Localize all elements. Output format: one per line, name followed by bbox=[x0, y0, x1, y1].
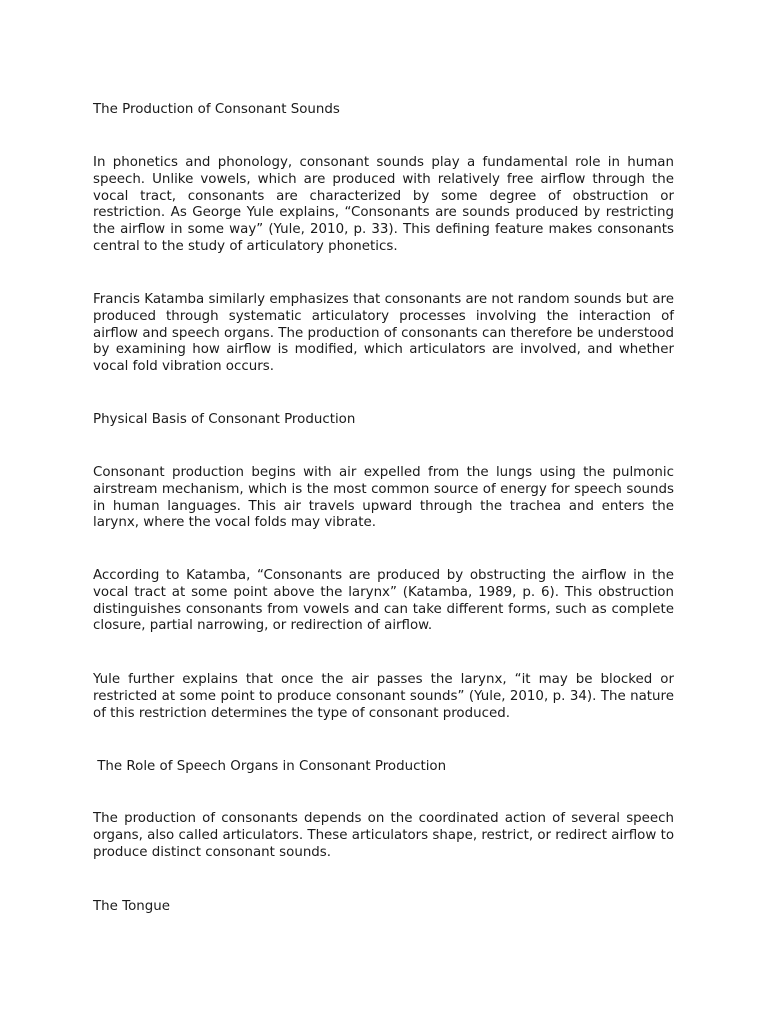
physical-paragraph-3: Yule further explains that once the air passes the larynx, “it may be blocked or restricted at some point to produce consonant sounds” (Yule, 2010, p. 34). The nature of this restriction determines the type of consonant produced. bbox=[93, 672, 674, 721]
section-heading-speech-organs: The Role of Speech Organs in Consonant Production bbox=[93, 759, 447, 774]
intro-paragraph-2: Francis Katamba similarly emphasizes that consonants are not random sounds but are produced through systematic articulatory processes involving the interaction of airflow and speech organs. The production of consonants can therefore be understood by examining how airflow is modified, which articulators are involved, and whether vocal fold vibration occurs. bbox=[93, 292, 674, 375]
physical-paragraph-2: According to Katamba, “Consonants are produced by obstructing the airflow in the vocal tract at some point above the larynx” (Katamba, 1989, p. 6). This obstruction distinguishes consonants from vowels and can take different forms, such as complete closure, partial narrowing, or redirection of airflow. bbox=[93, 568, 674, 634]
intro-paragraph-1: In phonetics and phonology, consonant sounds play a fundamental role in human speech. Unlike vowels, which are produced with relatively free airflow through the vocal tract, consonants are characterized by some degree of obstruction or restriction. As George Yule explains, “Consonants are sounds produced by restricting the airflow in some way” (Yule, 2010, p. 33). This defining feature makes consonants central to the study of articulatory phonetics. bbox=[93, 155, 674, 254]
subsection-heading-tongue: The Tongue bbox=[93, 899, 170, 914]
organs-paragraph-1: The production of consonants depends on the coordinated action of several speech organs, also called articulators. These articulators shape, restrict, or redirect airflow to produce distinct consonant sounds. bbox=[93, 811, 675, 860]
section-heading-physical-basis: Physical Basis of Consonant Production bbox=[93, 412, 356, 427]
document-title: The Production of Consonant Sounds bbox=[93, 102, 340, 117]
physical-paragraph-1: Consonant production begins with air expelled from the lungs using the pulmonic airstream mechanism, which is the most common source of energy for speech sounds in human languages. This air travels upward through the trachea and enters the larynx, where the vocal folds may vibrate. bbox=[93, 465, 674, 531]
